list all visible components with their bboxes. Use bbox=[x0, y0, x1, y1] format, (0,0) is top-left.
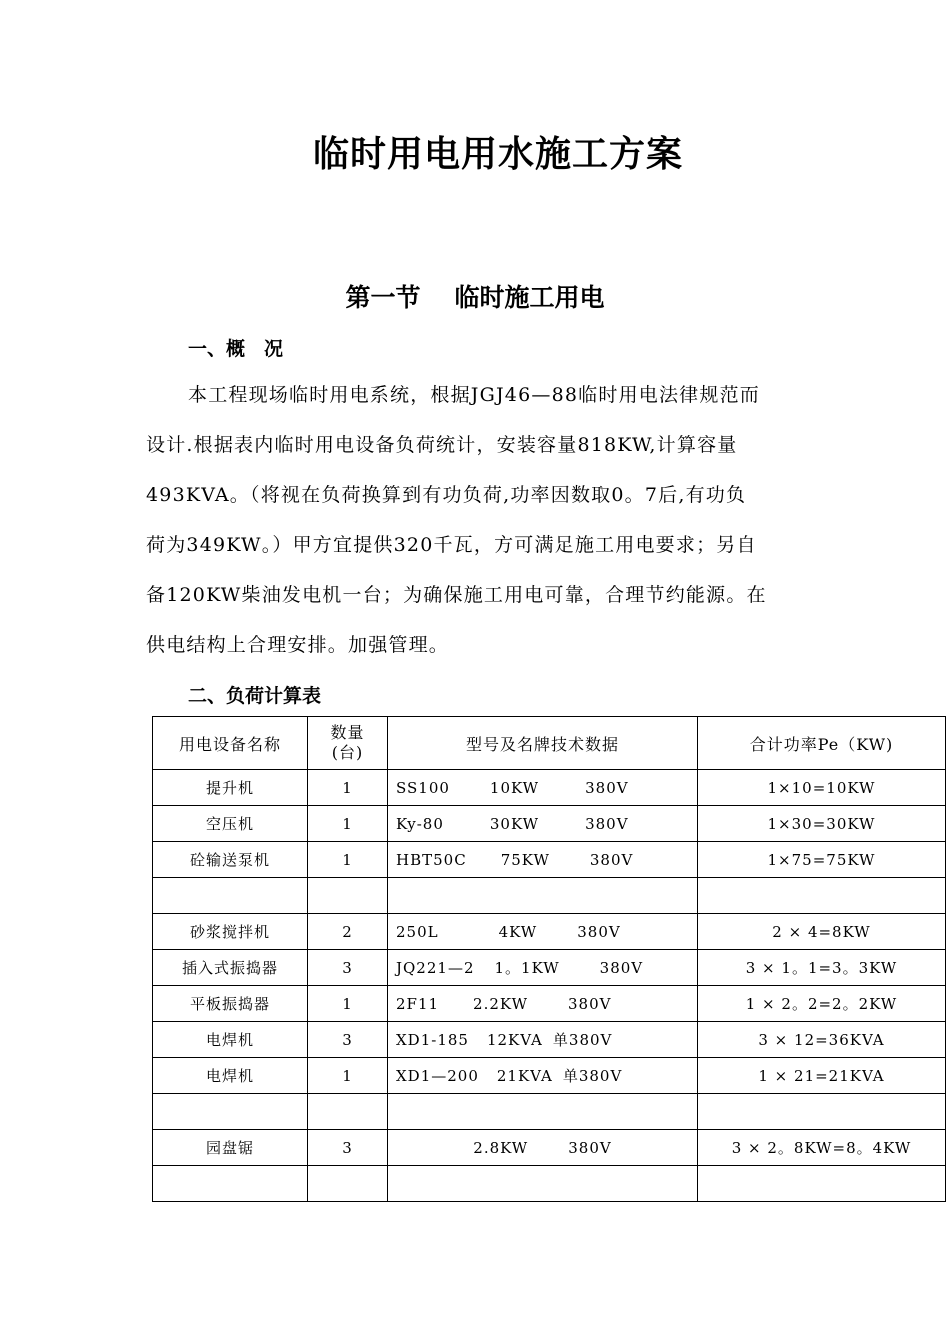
spec-voltage: 380V bbox=[585, 778, 629, 797]
spec-rating: 30KW bbox=[489, 814, 540, 833]
spec-model: JQ221—2 bbox=[396, 959, 475, 977]
header-name: 用电设备名称 bbox=[153, 717, 308, 770]
cell-equipment-name: 电焊机 bbox=[153, 1022, 308, 1058]
cell-equipment-name: 园盘锯 bbox=[153, 1130, 308, 1166]
table-row bbox=[153, 806, 946, 842]
spec-rating: 1。1KW bbox=[494, 959, 560, 977]
cell-spec bbox=[388, 878, 698, 914]
cell-total-power bbox=[698, 878, 946, 914]
header-power: 合计功率Pe（KW) bbox=[698, 717, 946, 770]
table-row bbox=[153, 986, 946, 1022]
cell-equipment-name bbox=[153, 1166, 308, 1202]
cell-quantity: 3 bbox=[308, 950, 388, 986]
spec-rating: 4KW bbox=[498, 922, 538, 941]
paragraph-line: 493KVA。（将视在负荷换算到有功负荷,功率因数取0。7后,有功负 bbox=[146, 484, 747, 506]
cell-quantity bbox=[308, 1094, 388, 1130]
table-row bbox=[153, 914, 946, 950]
spec-voltage: 380V bbox=[599, 959, 644, 977]
cell-equipment-name bbox=[153, 878, 308, 914]
cell-total-power bbox=[698, 1166, 946, 1202]
cell-quantity bbox=[308, 878, 388, 914]
spec-rating: 10KW bbox=[489, 778, 540, 797]
cell-spec bbox=[388, 806, 698, 842]
cell-total-power: 3 × 12=36KVA bbox=[698, 1022, 946, 1058]
table-header-row bbox=[153, 717, 946, 770]
table-row bbox=[153, 878, 946, 914]
paragraph-line: 供电结构上合理安排。加强管理。 bbox=[146, 634, 450, 656]
spec-model: 2F11 bbox=[396, 994, 440, 1013]
spec-voltage: 单380V bbox=[562, 1067, 623, 1085]
spec-model: Ky-80 bbox=[396, 814, 444, 833]
cell-total-power: 3 × 2。8KW=8。4KW bbox=[698, 1130, 946, 1166]
cell-total-power: 1×75=75KW bbox=[698, 842, 946, 878]
cell-spec bbox=[388, 950, 698, 986]
cell-spec bbox=[388, 1130, 698, 1166]
cell-equipment-name: 电焊机 bbox=[153, 1058, 308, 1094]
cell-total-power bbox=[698, 1094, 946, 1130]
cell-total-power: 1 × 21=21KVA bbox=[698, 1058, 946, 1094]
spec-voltage: 380V bbox=[589, 850, 634, 869]
spec-rating: 21KVA bbox=[496, 1067, 553, 1085]
cell-spec bbox=[388, 986, 698, 1022]
table-row bbox=[153, 842, 946, 878]
table-row bbox=[153, 1166, 946, 1202]
table-row bbox=[153, 770, 946, 806]
cell-quantity: 1 bbox=[308, 842, 388, 878]
cell-total-power: 2 × 4=8KW bbox=[698, 914, 946, 950]
spec-voltage: 380V bbox=[568, 1138, 612, 1157]
load-calculation-table bbox=[152, 716, 946, 1202]
overview-paragraph bbox=[146, 370, 816, 670]
spec-model: SS100 bbox=[396, 778, 450, 797]
cell-spec bbox=[388, 842, 698, 878]
cell-equipment-name: 插入式振捣器 bbox=[153, 950, 308, 986]
table-row bbox=[153, 950, 946, 986]
section-number: 第一节 bbox=[345, 283, 421, 312]
load-table-heading: 二、负荷计算表 bbox=[188, 685, 322, 707]
cell-quantity: 1 bbox=[308, 806, 388, 842]
document-title: 临时用电用水施工方案 bbox=[312, 134, 683, 175]
cell-equipment-name: 砂浆搅拌机 bbox=[153, 914, 308, 950]
header-spec: 型号及名牌技术数据 bbox=[388, 717, 698, 770]
paragraph-line: 荷为349KW。）甲方宜提供320千瓦，方可满足施工用电要求；另自 bbox=[146, 534, 757, 556]
paragraph-line: 设计.根据表内临时用电设备负荷统计，安装容量818KW,计算容量 bbox=[146, 434, 738, 456]
cell-quantity: 3 bbox=[308, 1130, 388, 1166]
cell-total-power: 1×10=10KW bbox=[698, 770, 946, 806]
spec-voltage: 单380V bbox=[552, 1031, 613, 1049]
cell-spec bbox=[388, 1094, 698, 1130]
spec-voltage: 380V bbox=[577, 922, 621, 941]
cell-spec bbox=[388, 1058, 698, 1094]
cell-quantity bbox=[308, 1166, 388, 1202]
spec-rating: 2.8KW bbox=[473, 1138, 529, 1157]
cell-quantity: 1 bbox=[308, 986, 388, 1022]
overview-heading: 一、概 况 bbox=[188, 338, 284, 360]
cell-spec bbox=[388, 1166, 698, 1202]
spec-voltage: 380V bbox=[585, 814, 629, 833]
spec-model: 250L bbox=[396, 922, 439, 941]
spec-model: XD1-185 bbox=[396, 1031, 469, 1049]
cell-total-power: 3 × 1。1=3。3KW bbox=[698, 950, 946, 986]
table-row bbox=[153, 1130, 946, 1166]
table-row bbox=[153, 1058, 946, 1094]
spec-model: XD1—200 bbox=[396, 1067, 479, 1085]
header-qty-unit: (台) bbox=[331, 743, 364, 762]
header-qty bbox=[308, 717, 388, 770]
cell-spec bbox=[388, 914, 698, 950]
cell-total-power: 1×30=30KW bbox=[698, 806, 946, 842]
cell-equipment-name: 平板振捣器 bbox=[153, 986, 308, 1022]
section-name: 临时施工用电 bbox=[454, 283, 605, 312]
cell-spec bbox=[388, 1022, 698, 1058]
spec-rating: 2.2KW bbox=[473, 994, 528, 1013]
cell-equipment-name: 砼输送泵机 bbox=[153, 842, 308, 878]
section-heading bbox=[0, 278, 950, 314]
cell-equipment-name: 提升机 bbox=[153, 770, 308, 806]
paragraph-line: 备120KW柴油发电机一台；为确保施工用电可靠，合理节约能源。在 bbox=[146, 584, 767, 606]
table-row bbox=[153, 1094, 946, 1130]
paragraph-line: 本工程现场临时用电系统，根据JGJ46—88临时用电法律规范而 bbox=[188, 384, 760, 406]
cell-equipment-name bbox=[153, 1094, 308, 1130]
cell-quantity: 2 bbox=[308, 914, 388, 950]
spec-model: HBT50C bbox=[396, 850, 467, 869]
cell-quantity: 1 bbox=[308, 770, 388, 806]
table-row bbox=[153, 1022, 946, 1058]
spec-voltage: 380V bbox=[568, 994, 612, 1013]
spec-rating: 12KVA bbox=[486, 1031, 543, 1049]
cell-quantity: 1 bbox=[308, 1058, 388, 1094]
cell-total-power: 1 × 2。2=2。2KW bbox=[698, 986, 946, 1022]
spec-rating: 75KW bbox=[500, 850, 550, 869]
cell-spec bbox=[388, 770, 698, 806]
cell-equipment-name: 空压机 bbox=[153, 806, 308, 842]
cell-quantity: 3 bbox=[308, 1022, 388, 1058]
header-qty-label: 数量 bbox=[330, 723, 365, 742]
